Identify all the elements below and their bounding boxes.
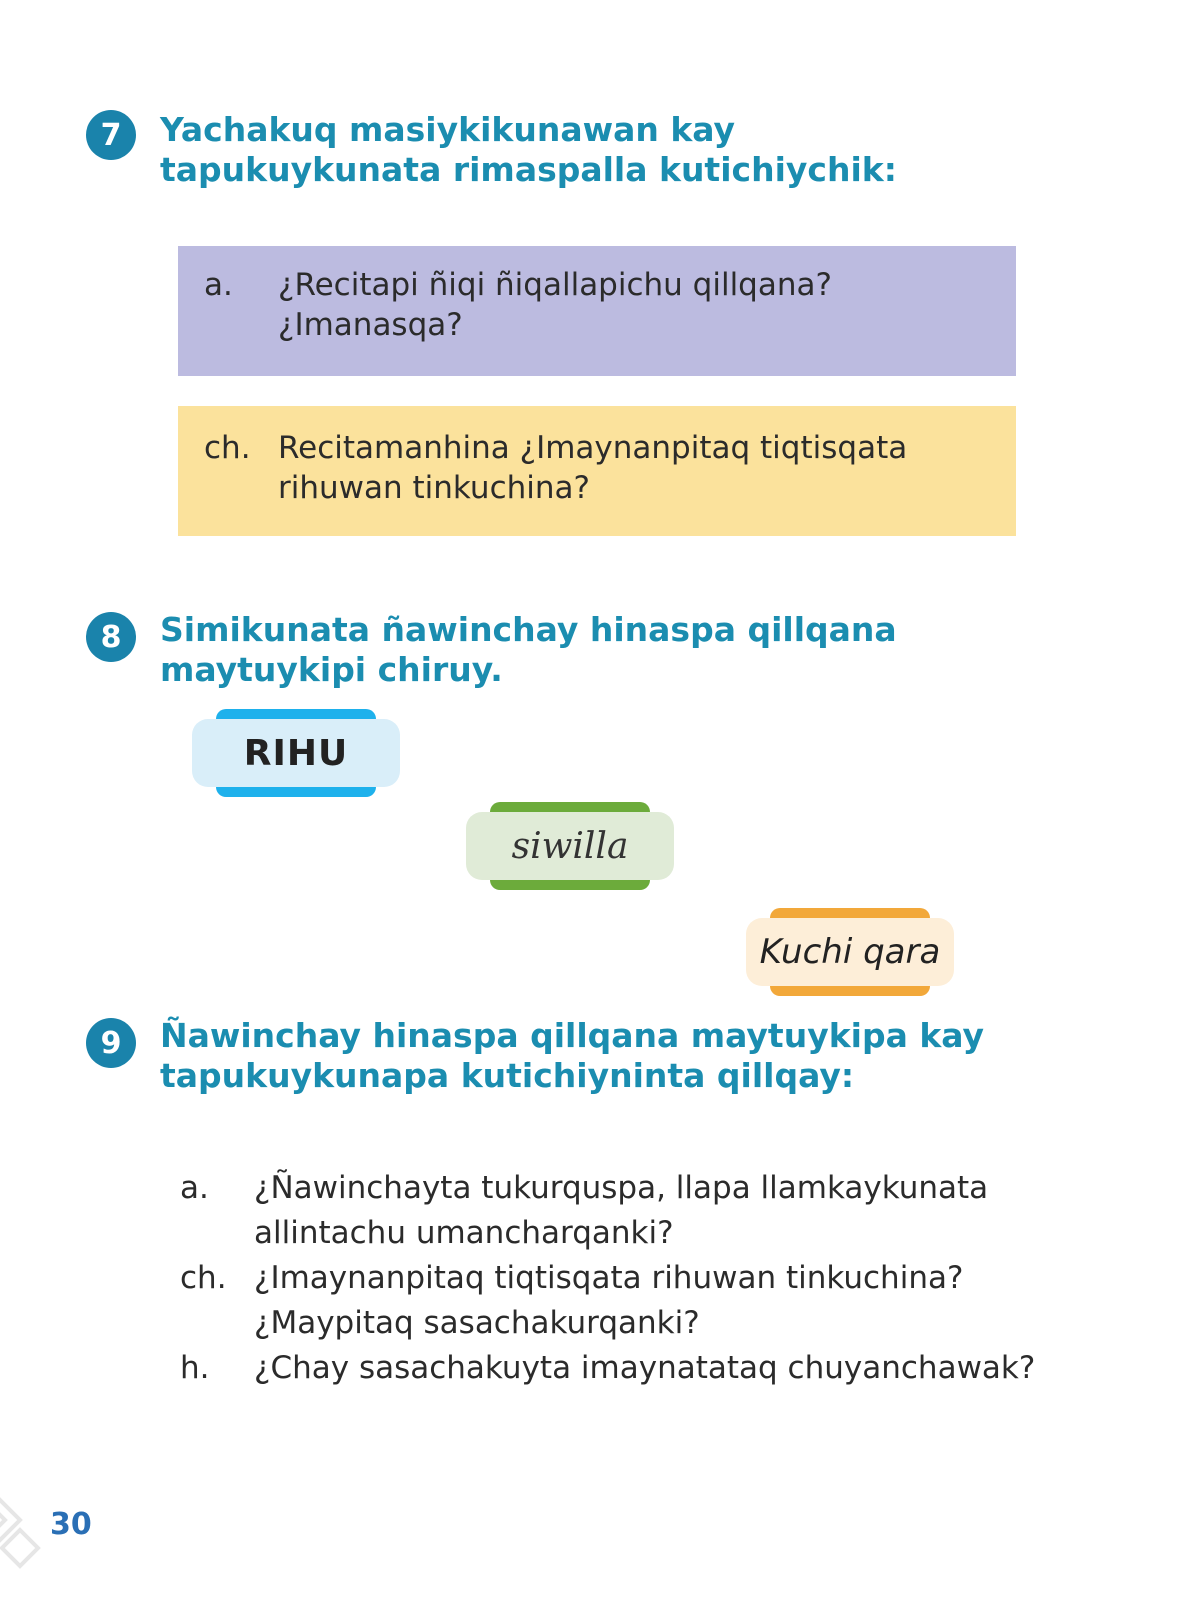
list-item-text: ¿Chay sasachakuyta imaynatataq chuyanchawak? — [254, 1350, 1036, 1386]
prompt-box-ch — [178, 406, 1016, 536]
prompt-ch-label: ch. — [204, 430, 251, 466]
list-item — [180, 1166, 1060, 1256]
word-chip-rihu — [192, 709, 400, 797]
prompt-a-text: ¿Recitapi ñiqi ñiqallapichu qillqana? ¿Imanasqa? — [278, 267, 832, 343]
question-7-number: 7 — [86, 110, 136, 160]
list-item — [180, 1346, 1060, 1391]
word-kuchi-qara: Kuchi qara — [759, 932, 941, 972]
corner-pattern-icon — [0, 1470, 44, 1580]
question-9-number: 9 — [86, 1018, 136, 1068]
page-number: 30 — [50, 1507, 92, 1542]
word-rihu: RIHU — [243, 732, 349, 774]
word-chip-siwilla — [466, 802, 674, 890]
prompt-ch-text: Recitamanhina ¿Imaynanpitaq tiqtisqata rihuwan tinkuchina? — [278, 430, 908, 506]
list-item-label: h. — [180, 1350, 210, 1386]
question-7-title: Yachakuq masiykikunawan kay tapukuykunata rimaspalla kutichiychik: — [160, 110, 897, 189]
list-item-text: ¿Imaynanpitaq tiqtisqata rihuwan tinkuchina? ¿Maypitaq sasachakurqanki? — [254, 1260, 964, 1341]
question-9-title: Ñawinchay hinaspa qillqana maytuykipa kay tapukuykunapa kutichiyninta qillqay: — [160, 1016, 985, 1095]
prompt-box-a — [178, 246, 1016, 376]
question-9-list — [180, 1166, 1060, 1391]
question-8-title: Simikunata ñawinchay hinaspa qillqana maytuykipi chiruy. — [160, 610, 897, 689]
prompt-a-label: a. — [204, 267, 233, 303]
list-item-label: ch. — [180, 1260, 227, 1296]
word-chip-kuchi-qara — [746, 908, 954, 996]
question-8-number: 8 — [86, 612, 136, 662]
list-item-text: ¿Ñawinchayta tukurquspa, llapa llamkaykunata allintachu umancharqanki? — [254, 1170, 989, 1251]
list-item-label: a. — [180, 1170, 209, 1206]
list-item — [180, 1256, 1060, 1346]
word-siwilla: siwilla — [511, 825, 629, 867]
